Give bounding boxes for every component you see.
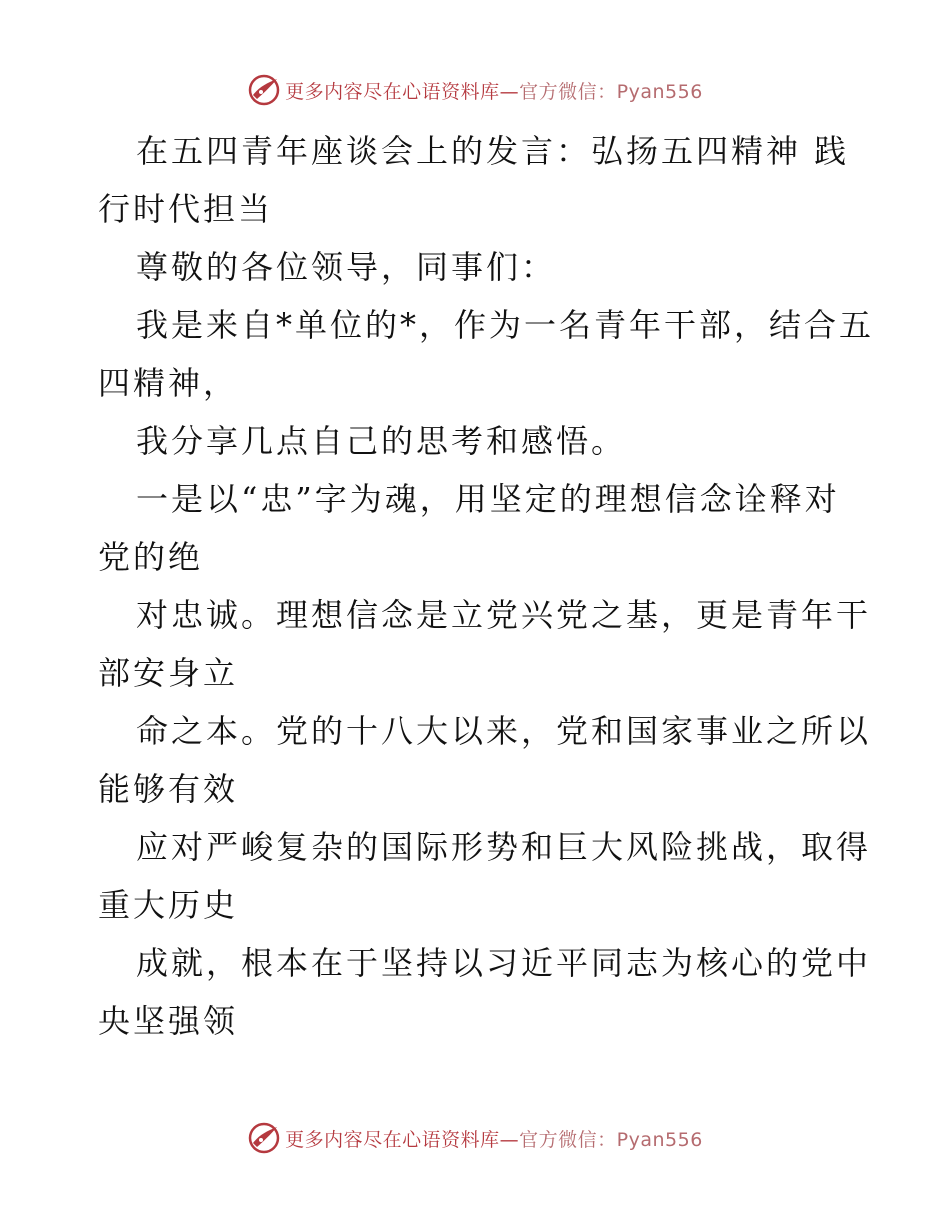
doc-line: 在五四青年座谈会上的发言：弘扬五四精神 践 <box>136 132 850 170</box>
doc-line: 成就，根本在于坚持以习近平同志为核心的党中 <box>136 944 872 982</box>
doc-line: 一是以“忠”字为魂，用坚定的理想信念诠释对 <box>136 480 840 518</box>
header-banner <box>0 70 950 110</box>
doc-line: 我分享几点自己的思考和感悟。 <box>136 422 627 460</box>
pen-nib-logo-icon <box>247 1121 281 1155</box>
doc-line: 对忠诚。理想信念是立党兴党之基，更是青年干 <box>136 596 872 634</box>
doc-line: 部安身立 <box>98 654 239 692</box>
document-body <box>98 122 875 1050</box>
doc-line: 行时代担当 <box>98 190 274 228</box>
doc-line: 尊敬的各位领导，同事们： <box>136 248 557 286</box>
doc-line: 党的绝 <box>98 538 204 576</box>
doc-line: 命之本。党的十八大以来，党和国家事业之所以 <box>136 712 872 750</box>
doc-line: 应对严峻复杂的国际形势和巨大风险挑战，取得 <box>136 828 872 866</box>
pen-nib-logo-icon <box>247 73 281 107</box>
doc-line: 能够有效 <box>98 770 239 808</box>
doc-line: 四精神， <box>98 364 239 402</box>
footer-banner <box>0 1118 950 1158</box>
doc-line: 我是来自*单位的*，作为一名青年干部，结合五 <box>136 306 875 344</box>
footer-text: 更多内容尽在心语资料库—官方微信：Pyan556 <box>285 1128 703 1151</box>
doc-line: 央坚强领 <box>98 1002 239 1040</box>
doc-line: 重大历史 <box>98 886 239 924</box>
header-text: 更多内容尽在心语资料库—官方微信：Pyan556 <box>285 80 703 103</box>
